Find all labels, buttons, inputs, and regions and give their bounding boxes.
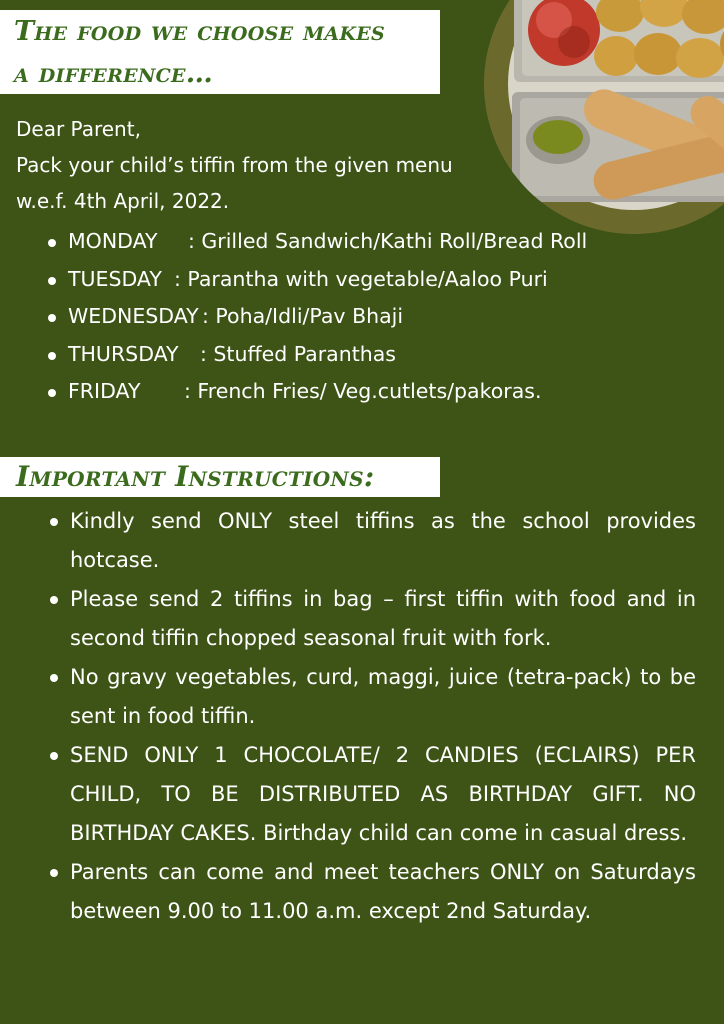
greeting: Dear Parent, — [16, 117, 141, 141]
page-title-line1: The food we choose makes — [14, 16, 386, 47]
title-banner — [0, 10, 440, 94]
instruction-item: Kindly send ONLY steel tiffins as the school provides hotcase. — [46, 502, 696, 580]
menu-item-thursday — [46, 336, 587, 374]
instructions-list — [46, 502, 696, 931]
tiffin-menu-list — [46, 223, 587, 411]
menu-item-friday — [46, 373, 587, 411]
food-photo — [484, 0, 724, 234]
menu-item-wednesday — [46, 298, 587, 336]
menu-day: MONDAY — [68, 229, 158, 253]
intro-line-1: Pack your child’s tiffin from the given menu — [16, 153, 453, 177]
menu-item-tuesday — [46, 261, 587, 299]
menu-items: : Poha/Idli/Pav Bhaji — [202, 304, 404, 328]
menu-items: : Stuffed Paranthas — [200, 341, 396, 366]
menu-items: : Grilled Sandwich/Kathi Roll/Bread Roll — [188, 229, 588, 253]
menu-day: FRIDAY — [68, 379, 141, 403]
menu-items: : French Fries/ Veg.cutlets/pakoras. — [184, 379, 542, 403]
menu-items: : Parantha with vegetable/Aaloo Puri — [174, 266, 548, 291]
intro-line-2: w.e.f. 4th April, 2022. — [16, 189, 230, 213]
instruction-item: Please send 2 tiffins in bag – first tiffin with food and in second tiffin chopped seasonal fruit with fork. — [46, 580, 696, 658]
menu-day: WEDNESDAY — [68, 304, 199, 328]
instructions-banner — [0, 457, 440, 497]
intro-text — [16, 111, 453, 219]
instruction-item: No gravy vegetables, curd, maggi, juice (tetra-pack) to be sent in food tiffin. — [46, 658, 696, 736]
instruction-item: Parents can come and meet teachers ONLY on Saturdays between 9.00 to 11.00 a.m. except 2nd Saturday. — [46, 853, 696, 931]
page-title-line2: a difference… — [14, 58, 214, 89]
instructions-heading: Important Instructions: — [16, 460, 375, 493]
menu-day: THURSDAY — [68, 341, 179, 366]
menu-item-monday — [46, 223, 587, 261]
menu-day: TUESDAY — [68, 266, 162, 291]
instruction-item: SEND ONLY 1 CHOCOLATE/ 2 CANDIES (ECLAIRS) PER CHILD, TO BE DISTRIBUTED AS BIRTHDAY GIFT. NO BIRTHDAY CAKES. Birthday child can come in casual dress. — [46, 736, 696, 853]
